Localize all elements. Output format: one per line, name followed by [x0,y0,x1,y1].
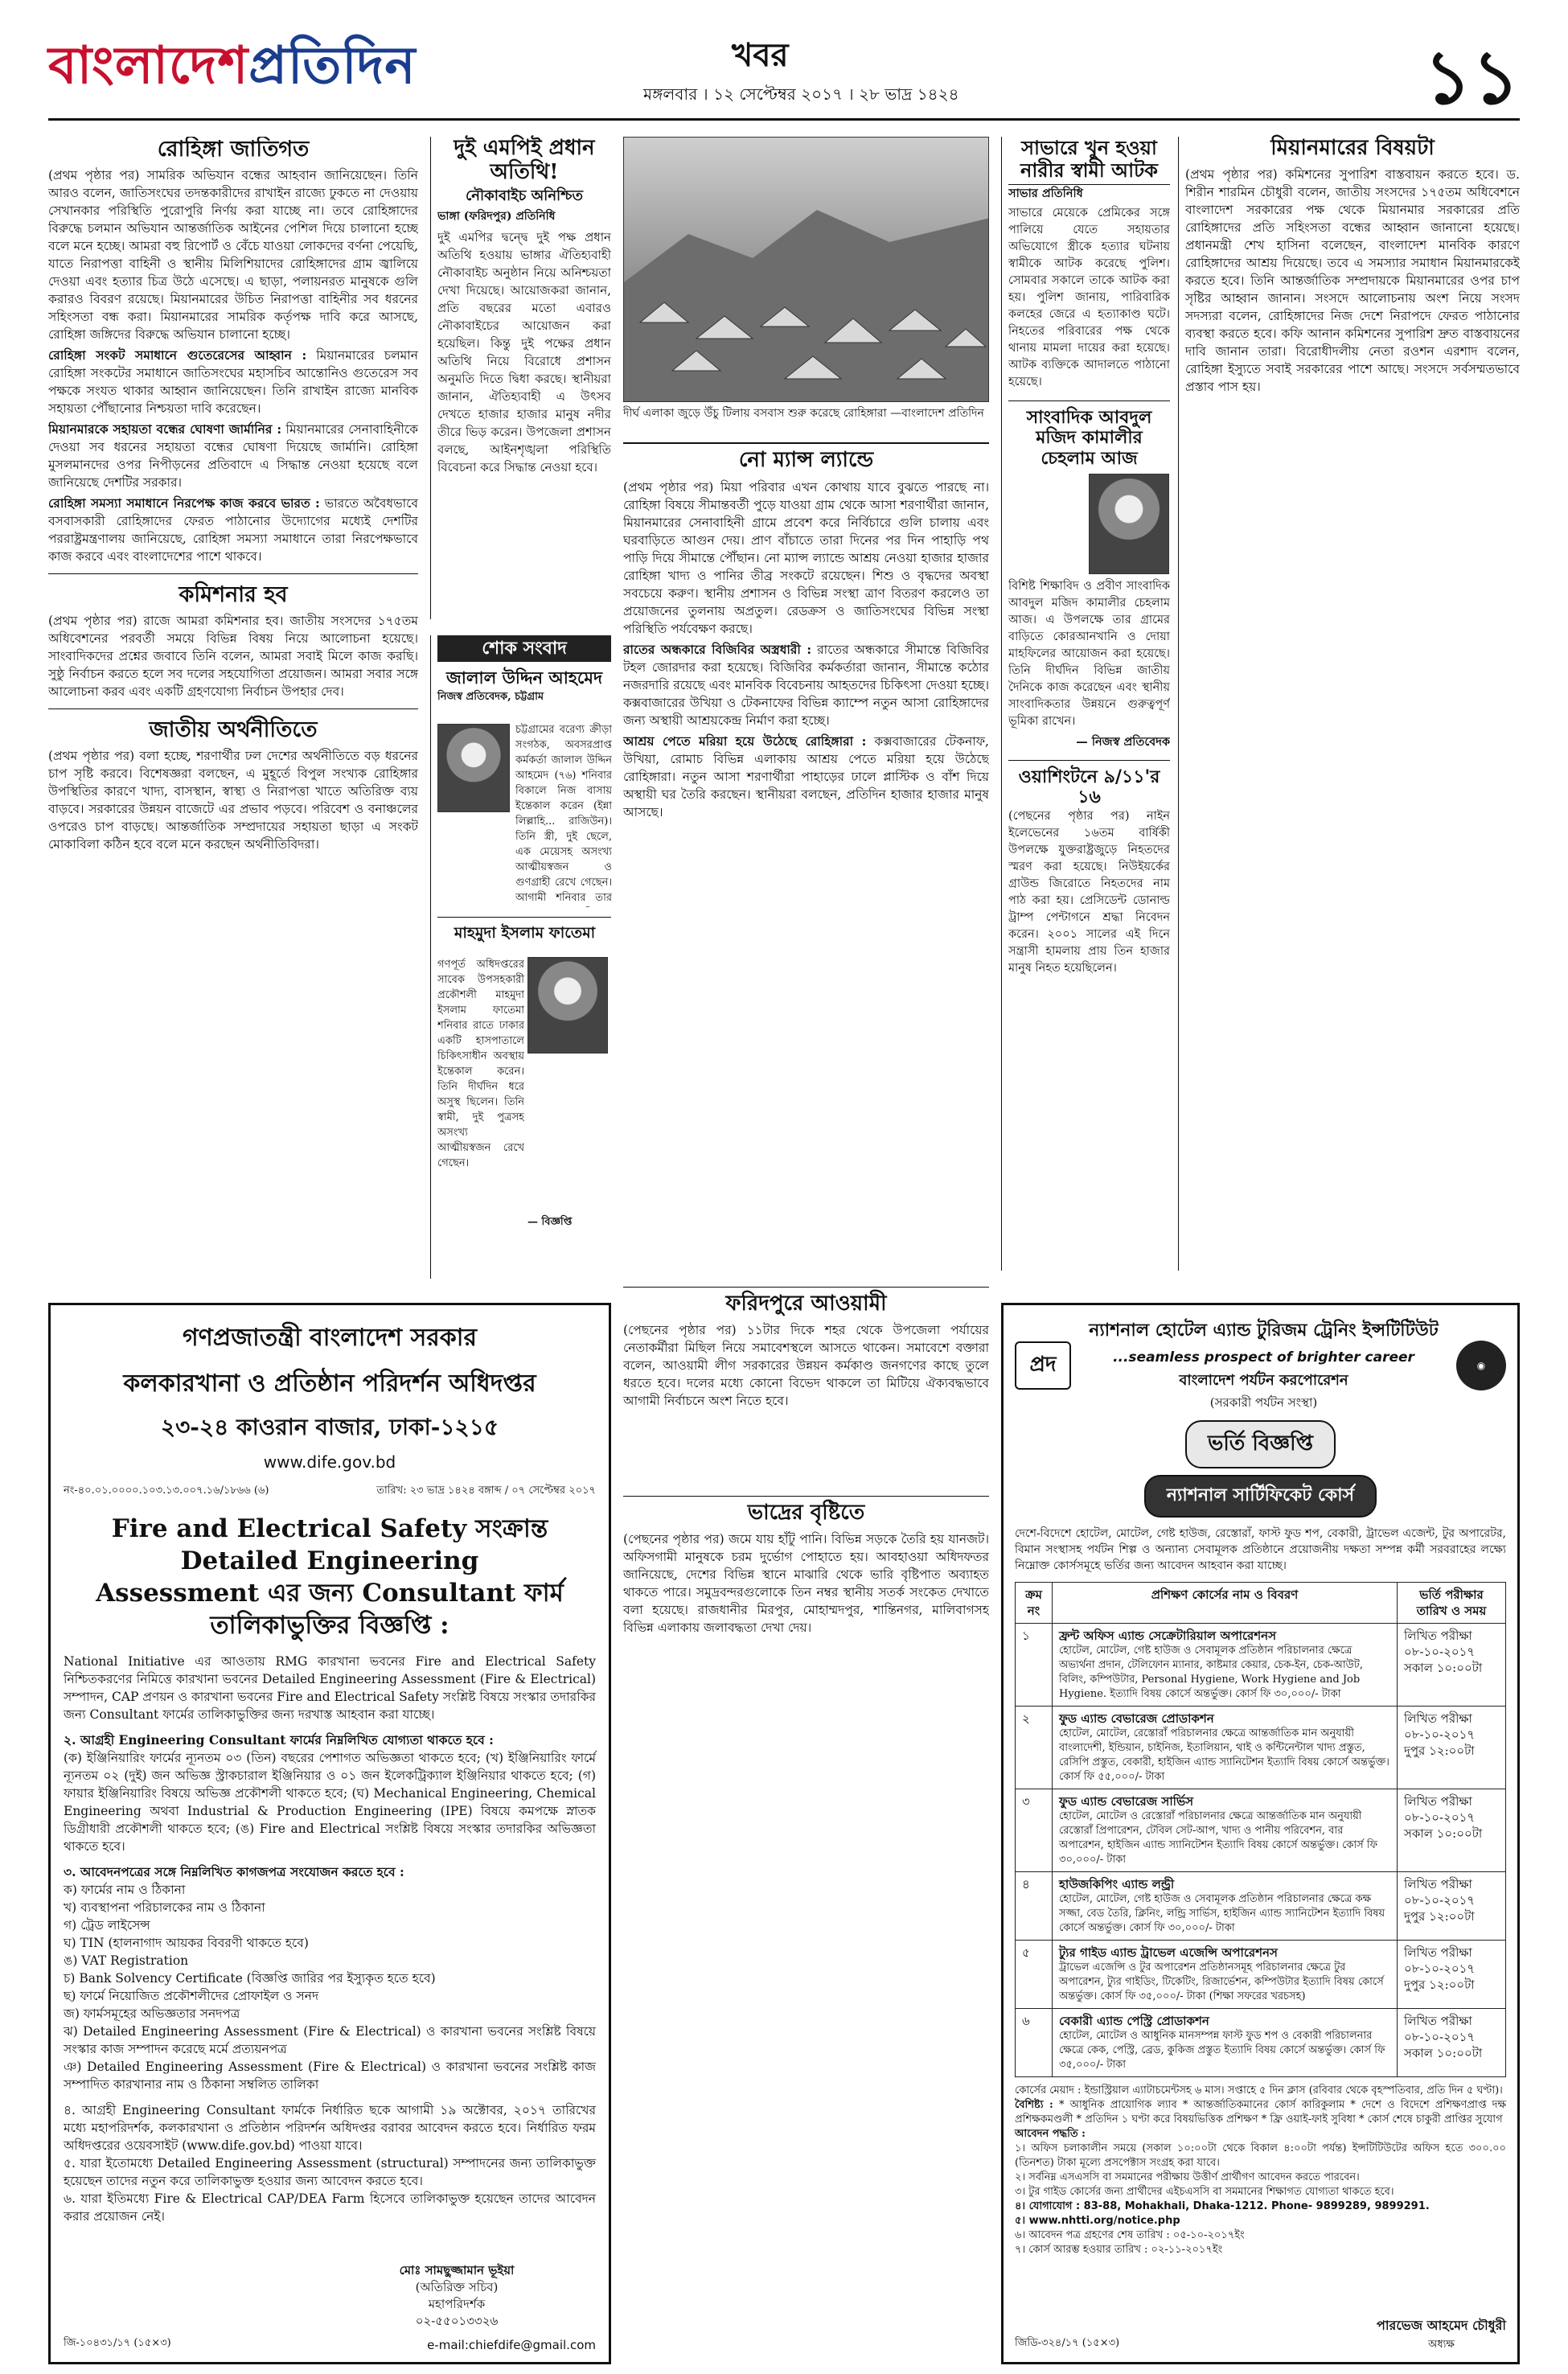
notice-link[interactable]: ৫। www.nhtti.org/notice.php [1015,2215,1180,2227]
ad-section-3-title: ৩. আবেদনপত্রের সঙ্গে নিম্নলিখিত কাগজপত্র সংযোজন করতে হবে : [64,1864,404,1879]
condolence-box [430,635,611,1279]
headline-rohingya[interactable]: রোহিঙ্গা জাতিগত [157,137,310,162]
signatory-role: (অতিরিক্ত সচিব) [415,2280,499,2294]
list-item: গ) ট্রেড লাইসেন্স [64,1918,150,1932]
course-table [1015,1582,1506,2077]
table-header-row [1016,1583,1506,1624]
article-myanmar-body: (প্রথম পৃষ্ঠার পর) কমিশনের সুপারিশ বাস্তবায়ন করতে হবে। ড. শিরীন শারমিন চৌধুরী বলেন, জাতীয় সংসদের ১৭৫তম অধিবেশনে বাংলাদেশ সরকারের পক্ষ থেকে মিয়ানমার সরকারের প্রতি রোহিঙ্গাদের প্রতি সহিংসতা বন্ধের আহ্বান জানানো হয়েছে। প্রধানমন্ত্রী শেখ হাসিনা বলেছেন, বাংলাদেশ মানবিক কারণে রোহিঙ্গাদের আশ্রয় দিয়েছে। তবে এ সমস্যার সমাধান মিয়ানমারকেই করতে হবে। তিনি আন্তর্জাতিক সম্প্রদায়কে মিয়ানমারের ওপর চাপ সৃষ্টির আহ্বান জানান। সংসদে আলোচনায় অংশ নিয়ে সংসদ সদস্যরা বলেন, রোহিঙ্গাদের নিজ দেশে নিরাপদে ফেরত পাঠানোর ব্যবস্থা করতে হবে। কফি আনান কমিশনের সুপারিশ দ্রুত বাস্তবায়নের দাবি জানান তারা। বিরোধীদলীয় নেতা রওশন এরশাদ বলেন, রোহিঙ্গা ইস্যুতে সবাই সরকারের পাশে আছে। সংসদে সর্বসম্মতভাবে প্রস্তাব পাস হয়। [1185,166,1520,394]
ad-section-2-body: (ক) ইঞ্জিনিয়ারিং ফার্মের ন্যূনতম ০৩ (তিন) বছরের পেশাগত অভিজ্ঞতা থাকতে হবে; (খ) ইঞ্জিনিয়ারিং ফার্মে ন্যূনতম ০২ (দুই) জন অভিজ্ঞ স্ট্রাকচারাল ইঞ্জিনিয়ার ও ০১ জন ইলেকট্রিক্যাল ইঞ্জিনিয়ার থাকতে হবে; (গ) ফায়ার ইঞ্জিনিয়ারিং বিষয়ে অভিজ্ঞ প্রকৌশলী থাকতে হবে; (ঘ) Mechanical Engineering, Chemical Engineering অথবা Industrial & Production Engineering (IPE) বিষয়ে কমপক্ষে স্নাতক ডিগ্রীধারী প্রকৌশলী থাকতে হবে; (ঙ) Fire and Electrical সংশ্লিষ্ট বিষয়ে সংস্কার তদারকির অভিজ্ঞতা থাকতে হবে। [64,1751,596,1854]
table-header: ভর্তি পরীক্ষার তারিখ ও সময় [1398,1583,1506,1624]
list-item: ৬। আবেদন পত্র গ্রহণের শেষ তারিখ : ০৫-১০-২০১৭ইং [1015,2229,1245,2241]
ad-section-2-title: ২. আগ্রহী Engineering Consultant ফার্মের নিম্নলিখিত যোগ্যতা থাকতে হবে : [64,1732,494,1748]
signatory-name: মোঃ সামছুজ্জামান ভূইয়া [399,2263,515,2277]
article-rain-body: (পেছনের পৃষ্ঠার পর) জমে যায় হাঁটু পানি। বিভিন্ন সড়কে তৈরি হয় যানজট। অফিসগামী মানুষকে চরম দুর্ভোগ পোহাতে হয়। আবহাওয়া অধিদফতর জানিয়েছে, দেশের বিভিন্ন স্থানে মাঝারি থেকে ভারি বৃষ্টিপাত অব্যাহত থাকতে পারে। সমুদ্রবন্দরগুলোকে তিন নম্বর স্থানীয় সতর্ক সংকেত দেখাতে বলা হয়েছে। রাজধানীর মিরপুর, মোহাম্মদপুর, শান্তিনগর, মালিবাগসহ বিভিন্ন এলাকায় জলাবদ্ধতা দেখা দেয়। [623,1531,989,1635]
subhead: আশ্রয় পেতে মরিয়া হয়ে উঠেছে রোহিঙ্গারা : [623,733,867,749]
headline-nomans[interactable]: নো ম্যান্স ল্যান্ডে [738,448,874,472]
byline: — নিজস্ব প্রতিবেদক [1076,735,1170,750]
signatory-title: মহাপরিদর্শক [428,2297,486,2311]
ad-email-link[interactable]: e-mail:chiefdife@gmail.com [427,2338,596,2352]
table-row [1016,1624,1506,1707]
row-number: ৫ [1016,1941,1053,2009]
condolence-text-1: চট্টগ্রামের বরেণ্য ক্রীড়া সংগঠক, অবসরপ্রাপ্ত কর্মকর্তা জালাল উদ্দিন আহমেদ (৭৬) শনিবার বিকালে নিজ বাসায় ইন্তেকাল করেন (ইন্না লিল্লাহি... রাজিউন)। তিনি স্ত্রী, দুই ছেলে, এক মেয়েসহ অসংখ্য আত্মীয়স্বজন ও গুণগ্রাহী রেখে গেছেন। আগামী শনিবার তার [515,724,612,904]
exam-date: লিখিত পরীক্ষা ০৮-১০-২০১৭ সকাল ১০:০০টা [1398,1624,1506,1707]
ad-signature [316,2262,597,2330]
ad-tagline: ...seamless prospect of brighter career [1113,1349,1414,1366]
headline-faridpur[interactable]: ফরিদপুরে আওয়ামী [725,1292,887,1316]
row-number: ৪ [1016,1872,1053,1941]
ad-section-5: ৫. যারা ইতোমধ্যে Detailed Engineering Assessment (structural) সম্পাদনের জন্য তালিকাভুক্ত হয়েছেন তাদের নতুন করে তালিকাভুক্ত হওয়ার জন্য আবেদন করতে হবে। [64,2156,596,2188]
table-header: প্রশিক্ষণ কোর্সের নাম ও বিবরণ [1053,1583,1398,1624]
byline: নিজস্ব প্রতিবেদক, চট্টগ্রাম [437,691,544,704]
ad-intro: National Initiative এর আওতায় RMG কারখানা ভবনের Fire and Electrical Safety নিশ্চিতকরণের নিমিত্তে কারখানা ভবনের Detailed Engineering Assessment (Fire & Electrical) সম্পাদন, CAP প্রণয়ন ও কারখানা ভবনের Fire and Electrical Safety সংশ্লিষ্ট বিষয়ে সংস্কার তদারকির জন্য Consultant ফার্মের তালিকাভুক্তির জন্য দরখাস্ত আহবান করা যাচ্ছে। [64,1654,596,1722]
paragraph: ভারতে অবৈধভাবে বসবাসকারী রোহিঙ্গাদের ফেরত পাঠানোর উদ্যোগের মধ্যেই দেশটির পররাষ্ট্রমন্ত্রণালয় জানিয়েছে, রোহিঙ্গা সমস্যা সমাধানে তারা নিরপেক্ষভাবে কাজ করবে এবং বাংলাদেশের পাশে থাকবে। [48,496,418,565]
photo-caption: দীর্ঘ এলাকা জুড়ে উঁচু টিলায় বসবাস শুরু করেছে রোহিঙ্গারা —বাংলাদেশ প্রতিদিন [623,407,984,420]
exam-date: লিখিত পরীক্ষা ০৮-১০-২০১৭ দুপুর ১২:০০টা [1398,1707,1506,1789]
list-item: ঘ) TIN (হালনাগাদ আয়কর বিবরণী থাকতে হবে) [64,1936,309,1950]
ad-date: তারিখ: ২৩ ভাদ্র ১৪২৪ বঙ্গাব্দ / ০৭ সেপ্টেম্বর ২০১৭ [376,1485,596,1497]
course-name: হাউজকিপিং এ্যান্ড লন্ড্রী [1059,1877,1175,1891]
paragraph: কক্সবাজারের টেকনাফ, উখিয়া, রোমাচ বিভিন্ন এলাকায় আশ্রয় পেতে মরিয়া হয়ে উঠেছে রোহিঙ্গারা। নতুন আসা শরণার্থীরা পাহাড়ের ঢালে প্লাস্টিক ও বাঁশ দিয়ে অস্থায়ী ঘর তৈরি করছেন। স্থানীয়রা বলছেন, প্রতিদিন হাজার হাজার মানুষ আসছে। [623,734,989,819]
article-rohingya-body: (প্রথম পৃষ্ঠার পর) সামরিক অভিযান বন্ধের আহবান জানিয়েছেন। তিনি আরও বলেন, জাতিসংঘের তদন্তকারীদের রাখাইন রাজ্যে ঢুকতে না দেওয়ায় সেখানকার পরিস্থিতি পুরোপুরি নির্ণয় করা যাচ্ছে না। তবে রোহিঙ্গাদের বিরুদ্ধে চলমান অভিযান আন্তর্জাতিক আইনের পেশিল দিয়ে চালানো হচ্ছে বলে মনে হচ্ছে। আমরা বহু রিপোর্ট ও বেঁচে যাওয়া লোকদের বর্ণনা পেয়েছি, যাতে নিরাপত্তা বাহিনী ও স্থানীয় মিলিশিয়াদের রোহিঙ্গাদের গ্রাম জ্বালিয়ে দেওয়া এবং হত্যার চিত্র উঠে এসেছে। এ ছাড়া, পলায়নরত মানুষকে গুলি করারও বিবরণ রয়েছে। মিয়ানমারের উচিত নিরাপত্তা বাহিনীর সব ধরনের সহিংসতা বন্ধ করা। মিয়ানমারের সামরিক কর্তৃপক্ষ দাবি করে আসছে, রোহিঙ্গা জঙ্গিদের বিরুদ্ধে অভিযান চালানো হচ্ছে। [48,168,418,343]
course-desc: হোটেল, মোটেল, গেষ্ট হাউজ ও সেবামূলক প্রতিষ্ঠান পরিচালনার ক্ষেত্রে অভ্যর্থনা প্রদান, টেলিফোন ম্যানার, কাষ্টমার কেয়ার, চেক-ইন, চেক-আউট, বিলিং, কম্পিউটার, Personal Hygiene, Work Hygiene and Job Hygiene. ইত্যাদি বিষয় কোর্সে অন্তর্ভুক্ত। কোর্স ফি ৩০,০০০/- টাকা [1059,1645,1363,1700]
condolence-name-1: জালাল উদ্দিন আহমেদ [446,667,602,688]
contact-address: ৪। যোগাযোগ : 83-88, Mohakhali, Dhaka-1212. Phone- 9899289, 9899291. [1015,2200,1430,2212]
list-item: ৭। কোর্স আরম্ভ হওয়ার তারিখ : ০২-১১-২০১৭ইং [1015,2244,1223,2256]
article-faridpur-body: (পেছনের পৃষ্ঠার পর) ১১টার দিকে শহর থেকে উপজেলা পর্যায়ের নেতাকর্মীরা মিছিল নিয়ে সমাবেশস্থলে আসতে থাকেন। সমাবেশে বক্তারা বলেন, আওয়ামী লীগ সরকারের উন্নয়ন কর্মকাণ্ড জনগণের কাছে তুলে ধরতে হবে। দলের মধ্যে কোনো বিভেদ থাকলে তা মিটিয়ে ঐক্যবদ্ধভাবে আগামী নির্বাচনে অংশ নিতে হবে। [623,1322,989,1408]
article-journalist-body: বিশিষ্ট শিক্ষাবিদ ও প্রবীণ সাংবাদিক আবদুল মজিদ কামালীর চেহলাম আজ। এ উপলক্ষে তার গ্রামের বাড়িতে কোরআনখানি ও দোয়া মাহফিলের আয়োজন করা হয়েছে। তিনি দীর্ঘদিন বিভিন্ন জাতীয় দৈনিকে কাজ করেছেন এবং স্থানীয় সাংবাদিকতার উন্নয়নে গুরুত্বপূর্ণ ভূমিকা রাখেন। [1008,580,1170,729]
ad-doc-list [64,1881,596,2093]
deck-mp: নৌকাবাইচ অনিশ্চিত [465,187,583,204]
signatory-name: পারভেজ আহমেদ চৌধুরী [1377,2318,1506,2333]
ad-ref: নং-৪০.০১.০০০০.১০৩.১৩.০০৭.১৬/১৮৬৬ (৬) [64,1485,269,1497]
article-mp-body: দুই এমপির দ্বন্দ্বে দুই পক্ষ প্রধান অতিথি হওয়ায় ভাঙ্গার ঐতিহ্যবাহী নৌকাবাইচ অনুষ্ঠান নিয়ে অনিশ্চয়তা দেখা দিয়েছে। আয়োজকরা জানান, প্রতি বছরের মতো এবারও নৌকাবাইচের আয়োজন করা হয়েছিল। কিন্তু দুই পক্ষের প্রধান অতিথি নিয়ে বিরোধে প্রশাসন অনুমতি দিতে দ্বিধা করছে। স্থানীয়রা জানান, ঐতিহ্যবাহী এ উৎসব দেখতে হাজার হাজার মানুষ নদীর তীরে ভিড় করেন। উপজেলা প্রশাসন বলছে, আইনশৃঙ্খলা পরিস্থিতি বিবেচনা করে সিদ্ধান্ত নেওয়া হবে। [437,230,611,475]
article-nomans [623,442,989,478]
list-item: ঞ) Detailed Engineering Assessment (Fire & Electrical) ও কারখানা ভবনের সংশ্লিষ্ট কাজ সম্পাদিত কারখানার নাম ও ঠিকানা সম্বলিত তালিকা [64,2060,596,2092]
subhead: রোহিঙ্গা সংকট সমাধানে গুতেরেসের আহ্বান : [48,347,307,363]
course-name: ফুড এ্যান্ড বেভারেজ প্রোডাকশন [1059,1711,1214,1726]
table-row [1016,1872,1506,1941]
section-title: খবর [732,36,789,74]
ad-signature [1377,2315,1506,2354]
table-header: ক্রম নং [1016,1583,1053,1624]
article-nomans-body [623,478,989,1283]
ad-intro: দেশে-বিদেশে হোটেল, মোটেল, গেষ্ট হাউজ, রেস্তোরাঁ, ফাস্ট ফুড শপ, বেকারী, ট্রাভেল এজেন্ট, টুর অপারেটর, বিমান সংস্থাসহ পর্যটন শিল্প ও অন্যান্য সেবামূলক প্রতিষ্ঠানে প্রয়োজনীয় দক্ষতা সম্পন্ন কর্মী সরবরাহের লক্ষ্যে নিম্নোক্ত কোর্সসমূহে ভর্তির জন্য আবেদন আহবান করা যাচ্ছে। [1015,1527,1506,1572]
list-item: ঙ) VAT Registration [64,1953,189,1968]
ad-heading-1: Fire and Electrical Safety সংক্রান্ত Detailed Engineering [111,1514,548,1575]
ad-address: ২৩-২৪ কাওরান বাজার, ঢাকা-১২১৫ [160,1414,499,1440]
ad-title: ন্যাশনাল হোটেল এ্যান্ড টুরিজম ট্রেনিং ইন্সটিটিউট [1089,1320,1439,1341]
subhead: রাতের অন্ধকারে বিজিবির অস্ত্রধারী : [623,642,812,657]
table-row [1016,1941,1506,2009]
byline: সাভার প্রতিনিধি [1008,187,1083,201]
list-item: ১। অফিস চলাকালীন সময়ে (সকাল ১০:০০টা থেকে বিকাল ৪:০০টা পর্যন্ত) ইন্সটিটিউটের অফিস হতে ৩০০.০০ (তিনশত) টাকা মূল্যে প্রসপেক্টাস সংগ্রহ করা যাবে। [1015,2142,1506,2169]
article-savar-body: সাভারে মেয়েকে প্রেমিকের সঙ্গে পালিয়ে যেতে সহায়তার অভিযোগে স্ত্রীকে হত্যার ঘটনায় স্বামীকে আটক করেছে পুলিশ। সোমবার সকালে তাকে আটক করা হয়। পুলিশ জানায়, পারিবারিক কলহের জেরে এ হত্যাকাণ্ড ঘটে। নিহতের পরিবারের পক্ষ থেকে থানায় মামলা দায়ের করা হয়েছে। আটক ব্যক্তিকে আদালতে পাঠানো হয়েছে। [1008,207,1170,389]
headline-economy[interactable]: জাতীয় অর্থনীতিতে [149,717,318,743]
ad-features: * আধুনিক প্রায়োগিক ল্যাব * আন্তর্জাতিকমানের কোর্স কারিকুলাম * দেশে ও বিদেশে প্রশিক্ষণপ্রাপ্ত দক্ষ প্রশিক্ষকমণ্ডলী * প্রতিদিন ১ ঘণ্টা করে বিষয়ভিত্তিক প্রশিক্ষণ * ফ্রি ওয়াই-ফাই সুবিধা * কোর্স শেষে চাকুরী প্রাপ্তির সুযোগ [1015,2099,1507,2126]
ad-org-sub: (সরকারী পর্যটন সংস্থা) [1209,1395,1318,1410]
list-item: ক) ফার্মের নাম ও ঠিকানা [64,1883,186,1897]
condolence-title: শোক সংবাদ [437,635,611,662]
ad-org: বাংলাদেশ পর্যটন করপোরেশন [1179,1372,1348,1389]
column-left [48,137,418,1238]
course-desc: হোটেল, মোটেল ও রেস্তোরাঁ পরিচালনার ক্ষেত্রে আন্তর্জাতিক মান অনুযায়ী রেস্তোরাঁ প্রিপারেশন, টেবিল সেট-আপ, খাদ্য ও পানীয় পরিবেশন, বার অপারেশন, হাইজিন এ্যান্ড স্যানিটেশন ইত্যাদি বিষয় কোর্সে অন্তর্ভুক্ত। কোর্স ফি ৩০,০০০/- টাকা [1059,1810,1378,1866]
article-rain [623,1496,989,1640]
news-photo-camp [623,137,989,402]
headline-rain[interactable]: ভাদ্রের বৃষ্টিতে [747,1501,865,1525]
portrait-photo [1089,474,1169,574]
page-number: ১১ [1423,34,1520,121]
ad-section-4: ৪. আগ্রহী Engineering Consultant ফার্মকে নির্ধারিত ছকে আগামী ১৯ অক্টোবর, ২০১৭ তারিখের মধ্যে মহাপরিদর্শক, কলকারখানা ও প্রতিষ্ঠান পরিদর্শন অধিদপ্তর বরাবর আবেদন করতে হবে। নির্ধারিত ফরম অধিদপ্তরের ওয়েবসাইট (www.dife.gov.bd) পাওয়া যাবে। [64,2103,596,2153]
headline-911[interactable]: ওয়াশিংটনে ৯/১১'র ১৬ [1018,766,1160,808]
byline: ভাঙ্গা (ফরিদপুর) প্রতিনিধি [437,210,556,224]
course-name: ফ্রন্ট অফিস এ্যান্ড সেক্রেটারিয়াল অপারেশনস [1059,1629,1276,1643]
condolence-name-2: মাহমুদা ইসলাম ফাতেমা [454,924,596,942]
row-number: ৩ [1016,1789,1053,1872]
ad-notice-label: ভর্তি বিজ্ঞপ্তি [1185,1420,1336,1468]
course-name: ফুড এ্যান্ড বেভারেজ সার্ভিস [1059,1794,1194,1809]
ad-section-6: ৬. যারা ইতিমধ্যে Fire & Electrical CAP/DEA Farm হিসেবে তালিকাভুক্ত হয়েছেন তাদের আবেদন করার প্রয়োজন নেই। [64,2191,596,2224]
paragraph: মিয়ানমারের চলমান রোহিঙ্গা সংকটের সমাধানে জাতিসংঘের মহাসচিব আন্তোনিও গুতেরেস সব পক্ষকে সংযত থাকার আহ্বান জানিয়েছেন। তিনি রাখাইন রাজ্যে মানবিক সহায়তা পৌঁছানোর নিশ্চয়তা দাবি করেছেন। [48,348,418,417]
headline-journalist[interactable]: সাংবাদিক আবদুল মজিদ কামালীর চেহলাম আজ [1026,407,1152,469]
exam-date: লিখিত পরীক্ষা ০৮-১০-২০১৭ দুপুর ১২:০০টা [1398,1872,1506,1941]
course-desc: হোটেল, মোটেল ও আধুনিক মানসম্পন্ন ফাস্ট ফুড শপ ও বেকারী পরিচালনার ক্ষেত্রে কেক, পেস্ট্রি, ব্রেড, কুকিজ প্রস্তুত ইত্যাদি বিষয় কোর্সে অন্তর্ভুক্ত। কোর্স ফি ৩৫,০০০/- টাকা [1059,2030,1385,2071]
subhead: রোহিঙ্গা সমস্যা সমাধানে নিরপেক্ষ কাজ করবে ভারত : [48,495,320,511]
table-row [1016,2009,1506,2077]
portrait-photo [527,957,608,1054]
exam-date: লিখিত পরীক্ষা ০৮-১০-২০১৭ দুপুর ১২:০০টা [1398,1941,1506,2009]
course-desc: হোটেল, মোটেল, গেষ্ট হাউজ ও সেবামূলক প্রতিষ্ঠান পরিচালনার ক্ষেত্রে কক্ষ সজ্জা, বেড তৈরি, ক্লিনিং, লন্ড্রি সার্ভিস, হাইজিন এ্যান্ড স্যানিটেশন ইত্যাদি বিষয় কোর্সে অন্তর্ভুক্ত। কোর্স ফি ৩০,০০০/- টাকা [1059,1893,1385,1934]
logo-part-b: প্রতিদিন [248,35,417,96]
row-number: ১ [1016,1624,1053,1707]
article-economy-body: (প্রথম পৃষ্ঠার পর) বলা হচ্ছে, শরণার্থীর ঢল দেশের অর্থনীতিতে বড় ধরনের চাপ সৃষ্টি করবে। বিশেষজ্ঞরা বলছেন, এ মুহূর্তে বিপুল সংখ্যক রোহিঙ্গার উপস্থিতির কারণে খাদ্য, বাসস্থান, স্বাস্থ্য ও নিরাপত্তা খাতে অতিরিক্ত ব্যয় বাড়বে। সরকারের উন্নয়ন বাজেটে এর প্রভাব পড়বে। পরিবেশ ও বনাঞ্চলের ওপরেও চাপ বাড়ছে। আন্তর্জাতিক সম্প্রদায়ের সহায়তা ছাড়া এ সংকট মোকাবিলা কঠিন হবে বলে মনে করছেন অর্থনীতিবিদরা। [48,749,418,852]
subhead: আবেদন পদ্ধতি : [1015,2128,1086,2140]
subhead: মিয়ানমারকে সহায়তা বন্ধের ঘোষণা জার্মানির : [48,421,282,437]
ad-gov: গণপ্রজাতন্ত্রী বাংলাদেশ সরকার [183,1324,477,1352]
article-myanmar [1178,137,1520,1271]
course-name: বেকারী এ্যান্ড পেস্ট্রি প্রোডাকশন [1059,2014,1209,2028]
ad-website-link[interactable]: www.dife.gov.bd [263,1452,396,1472]
masthead [48,20,1520,121]
headline-mp[interactable]: দুই এমপিই প্রধান অতিথি! [454,136,595,184]
list-item: জ) ফার্মসমূহের অভিজ্ঞতার সনদপত্র [64,2006,240,2021]
signatory-phone: ০২-৫৫০১৩৩২৬ [415,2314,499,2328]
portrait-photo [437,724,510,812]
table-row [1016,1789,1506,1872]
list-item: ঝ) Detailed Engineering Assessment (Fire & Electrical) ও কারখানা ভবনের সংশ্লিষ্ট বিষয়ে সংস্কার কাজ সম্পাদন করেছে মর্মে প্রত্যয়নপত্র [64,2024,596,2056]
condolence-tag: — বিজ্ঞপ্তি [527,1216,573,1228]
ad-code: জিডি-৩২৪/১৭ (১৫×৩) [1015,2337,1120,2349]
subhead: বৈশিষ্ট্য : [1015,2099,1053,2111]
camp-illustration [624,138,989,402]
article-mp [430,137,611,619]
headline-commission[interactable]: কমিশনার হব [179,582,288,608]
dateline: মঙ্গলবার । ১২ সেপ্টেম্বর ২০১৭ । ২৮ ভাদ্র ১৪২৪ [643,84,959,104]
list-item: ছ) ফার্মে নিয়োজিত প্রকৌশলীদের প্রোফাইল ও সনদ [64,1989,319,2003]
paragraph: মিয়ানমারের সেনাবাহিনীকে দেওয়া সব ধরনের সহায়তা বন্ধের ঘোষণা দিয়েছে জার্মানি। রোহিঙ্গা মুসলমানদের ওপর নিপীড়নের প্রতিবাদে এ সিদ্ধান্ত নেওয়া হয়েছে বলে জানিয়েছে দেশটির সরকার। [48,422,418,491]
exam-date: লিখিত পরীক্ষা ০৮-১০-২০১৭ সকাল ১০:০০টা [1398,1789,1506,1872]
signatory-title: অধ্যক্ষ [1428,2339,1455,2351]
headline-savar[interactable]: সাভারে খুন হওয়া নারীর স্বামী আটক [1008,137,1170,185]
paragraph: (প্রথম পৃষ্ঠার পর) মিয়া পরিবার এখন কোথায় যাবে বুঝতে পারছে না। রোহিঙ্গা বিষয়ে সীমান্তবর্তী পুড়ে যাওয়া গ্রাম থেকে আসা শরণার্থীরা জানান, মিয়ানমারের সেনাবাহিনী গ্রামে প্রবেশ করে নির্বিচারে গুলি চালায় এবং ঘরবাড়িতে আগুন দেয়। প্রাণ বাঁচাতে তারা দিনের পর দিন পাহাড়ি পথ পাড়ি দিয়ে সীমান্তে পৌঁছান। নো ম্যান্স ল্যান্ডে আশ্রয় নেওয়া হাজার হাজার রোহিঙ্গা খাদ্য ও পানির তীব্র সংকটে রয়েছেন। শিশু ও বৃদ্ধদের অবস্থা সবচেয়ে করুণ। স্থানীয় প্রশাসন ও বিভিন্ন সংস্থা ত্রাণ বিতরণ করলেও তা প্রয়োজনের তুলনায় অপ্রতুল। রেডক্রস ও জাতিসংঘের বিভিন্ন সংস্থা পরিস্থিতি পর্যবেক্ষণ করছে। [623,480,989,636]
newspaper-logo[interactable] [48,27,416,113]
article-911-body: (পেছনের পৃষ্ঠার পর) নাইন ইলেভেনের ১৬তম বার্ষিকী উপলক্ষে যুক্তরাষ্ট্রজুড়ে নিহতদের স্মরণ করা হয়েছে। নিউইয়র্কের গ্রাউন্ড জিরোতে নিহতদের নাম পাঠ করা হয়। প্রেসিডেন্ট ডোনাল্ড ট্রাম্প পেন্টাগনে শ্রদ্ধা নিবেদন করেন। ২০০১ সালের এই দিনে সন্ত্রাসী হামলায় প্রায় তিন হাজার মানুষ নিহত হয়েছিলেন। [1008,809,1170,975]
list-item: ২। সর্বনিম্ন এসএসসি বা সমমানের পরীক্ষায় উত্তীর্ণ প্রার্থীগণ আবেদন করতে পারবেন। [1015,2171,1360,2183]
row-number: ২ [1016,1707,1053,1789]
paragraph: রাতের অন্ধকারে সীমান্তে বিজিবির টহল জোরদার করা হয়েছে। বিজিবির কর্মকর্তারা জানান, সীমান্তে কঠোর নজরদারি রয়েছে এবং মানবিক বিবেচনায় আহতদের চিকিৎসা দেওয়া হচ্ছে। কক্সবাজারের উখিয়া ও টেকনাফের বিভিন্ন ক্যাম্পে নতুন আসা রোহিঙ্গাদের জন্য অস্থায়ী আশ্রয়কেন্দ্র নির্মাণ করা হচ্ছে। [623,643,989,728]
course-desc: হোটেল, মোটেল, রেস্তোরাঁ পরিচালনার ক্ষেত্রে আন্তর্জাতিক মান অনুযায়ী বাংলাদেশী, ইন্ডিয়ান, চাইনিজ, ইতালিয়ান, থাই ও কন্টিনেন্টাল খাদ্য প্রস্তুত, রেসিপি প্রস্তুত, বেকারী, হাইজিন এ্যান্ড স্যানিটেশন ইত্যাদি বিষয় কোর্সে অন্তর্ভুক্ত। কোর্স ফি ৫৫,০০০/- টাকা [1059,1727,1389,1783]
condolence-text-2: গণপূর্ত অধিদপ্তরের সাবেক উপসহকারী প্রকৌশলী মাহমুদা ইসলাম ফাতেমা শনিবার রাতে ঢাকার একটি হাসপাতালে চিকিৎসাধীন অবস্থায় ইন্তেকাল করেন। তিনি দীর্ঘদিন ধরে অসুস্থ ছিলেন। তিনি স্বামী, দুই পুত্রসহ অসংখ্য আত্মীয়স্বজন রেখে গেছেন। [437,959,524,1169]
logo-part-a: বাংলাদেশ [48,35,249,96]
ad-nhtti [1001,1303,1520,2364]
exam-date: লিখিত পরীক্ষা ০৮-১০-২০১৭ সকাল ১০:০০টা [1398,2009,1506,2077]
course-name: ট্যুর গাইড এ্যান্ড ট্রাভেল এজেন্সি অপারেশনস [1059,1945,1278,1960]
article-commission-body: (প্রথম পৃষ্ঠার পর) রাজে আমরা কমিশনার হব। জাতীয় সংসদের ১৭৫তম অধিবেশনের পরবর্তী সময়ে বিভিন্ন বিষয় নিয়ে আলোচনা হয়েছে। সাংবাদিকদের প্রশ্নের জবাবে তিনি বলেন, আমরা সবাই মিলে কাজ করছি। সুষ্ঠু নির্বাচন করতে হলে সব দলের সহযোগিতা প্রয়োজন। আমরা সবার সঙ্গে আলোচনা করব এবং একটি গ্রহণযোগ্য নির্বাচন উপহার দেব। [48,614,418,700]
ad-heading-2: Assessment এর জন্য Consultant ফার্ম তালিকাভুক্তির বিজ্ঞপ্তি : [96,1579,564,1640]
logo-icon: প্রদ [1015,1341,1071,1390]
list-item: ৩। টুর গাইড কোর্সের জন্য প্রার্থীদের এইচএসসি বা সমমানের শিক্ষাগত যোগ্যতা থাকতে হবে। [1015,2186,1394,2198]
seal-icon: ◉ [1456,1341,1506,1390]
article-faridpur [623,1287,989,1413]
table-row [1016,1707,1506,1789]
headline-myanmar[interactable]: মিয়ানমারের বিষয়টা [1270,136,1435,160]
column-right-narrow [1001,137,1170,1271]
ad-dife [48,1303,611,2364]
ad-course-label: ন্যাশনাল সার্টিফিকেট কোর্স [1144,1475,1377,1518]
row-number: ৬ [1016,2009,1053,2077]
ad-note: কোর্সের মেয়াদ : ইন্ডাস্ট্রিয়াল এ্যাটাচমেন্টসহ ৬ মাস। সপ্তাহে ৫ দিন ক্লাস (রবিবার থেকে বৃহস্পতিবার, প্রতি দিন ৫ ঘণ্টা)। [1015,2084,1503,2097]
list-item: চ) Bank Solvency Certificate (বিজ্ঞপ্তি জারির পর ইস্যুকৃত হতে হবে) [64,1971,436,1986]
course-desc: ট্রাভেল এজেন্সি ও টুর অপারেশন প্রতিষ্ঠানসমূহ পরিচালনার ক্ষেত্রে টুর অপারেশন, ট্যুর গাইডিং, টিকেটিং, রিজার্ভেশন, কম্পিউটার ইত্যাদি বিষয় কোর্সে অন্তর্ভুক্ত। কোর্স ফি ৩৫,০০০/- টাকা (শিক্ষা সফরের খরচসহ) [1059,1961,1384,2002]
ad-dept: কলকারখানা ও প্রতিষ্ঠান পরিদর্শন অধিদপ্তর [123,1370,536,1398]
ad-code: জি-১০৪৩১/১৭ (১৫×৩) [64,2337,171,2349]
list-item: খ) ব্যবস্থাপনা পরিচালকের নাম ও ঠিকানা [64,1900,265,1915]
